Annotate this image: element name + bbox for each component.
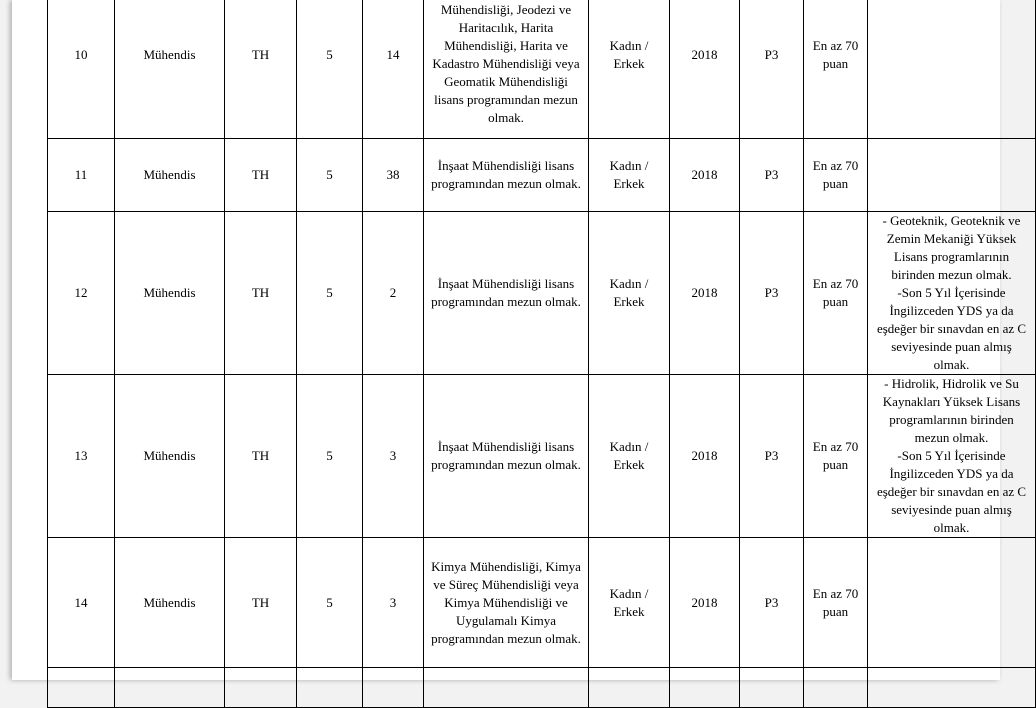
- class-cell: TH: [225, 375, 297, 538]
- row-number-cell: 12: [48, 212, 115, 375]
- row-number-cell: [48, 668, 115, 708]
- title-cell: Mühendis: [115, 538, 225, 668]
- positions-table: [47, 0, 1036, 708]
- gender-cell: Kadın / Erkek: [589, 0, 670, 139]
- count-cell: 2: [363, 212, 424, 375]
- gender-cell: Kadın / Erkek: [589, 139, 670, 212]
- year-cell: 2018: [670, 0, 740, 139]
- table-row: [48, 538, 1036, 668]
- year-cell: 2018: [670, 139, 740, 212]
- title-cell: Mühendis: [115, 0, 225, 139]
- score-type-cell: P3: [740, 139, 804, 212]
- requirement-cell: Mühendisliği, Jeodezi ve Haritacılık, Harita Mühendisliği, Harita ve Kadastro Mühendisliği veya Geomatik Mühendisliği lisans programından mezun olmak.: [424, 0, 589, 139]
- gender-cell: Kadın / Erkek: [589, 538, 670, 668]
- degree-cell: [297, 668, 363, 708]
- count-cell: [363, 668, 424, 708]
- title-cell: Mühendis: [115, 212, 225, 375]
- table-row: [48, 668, 1036, 708]
- gender-cell: Kadın / Erkek: [589, 375, 670, 538]
- degree-cell: 5: [297, 375, 363, 538]
- gender-cell: [589, 668, 670, 708]
- extra-requirement-cell: - Hidrolik, Hidrolik ve Su Kaynakları Yüksek Lisans programlarının birinden mezun olmak. -Son 5 Yıl İçerisinde İngilizceden YDS ya da eşdeğer bir sınavdan en az C seviyesinde puan almış olmak.: [868, 375, 1036, 538]
- table-row: [48, 139, 1036, 212]
- score-type-cell: P3: [740, 538, 804, 668]
- score-type-cell: P3: [740, 212, 804, 375]
- year-cell: 2018: [670, 538, 740, 668]
- title-cell: Mühendis: [115, 375, 225, 538]
- min-score-cell: En az 70 puan: [804, 375, 868, 538]
- min-score-cell: [804, 668, 868, 708]
- degree-cell: 5: [297, 0, 363, 139]
- min-score-cell: En az 70 puan: [804, 139, 868, 212]
- score-type-cell: P3: [740, 0, 804, 139]
- year-cell: 2018: [670, 375, 740, 538]
- document-page: [12, 0, 1027, 680]
- count-cell: 38: [363, 139, 424, 212]
- count-cell: 3: [363, 538, 424, 668]
- score-type-cell: P3: [740, 375, 804, 538]
- class-cell: TH: [225, 538, 297, 668]
- row-number-cell: 11: [48, 139, 115, 212]
- count-cell: 3: [363, 375, 424, 538]
- row-number-cell: 14: [48, 538, 115, 668]
- extra-requirement-cell: [868, 538, 1036, 668]
- degree-cell: 5: [297, 139, 363, 212]
- min-score-cell: En az 70 puan: [804, 0, 868, 139]
- class-cell: TH: [225, 139, 297, 212]
- title-cell: [115, 668, 225, 708]
- class-cell: TH: [225, 212, 297, 375]
- requirement-cell: İnşaat Mühendisliği lisans programından mezun olmak.: [424, 375, 589, 538]
- year-cell: 2018: [670, 212, 740, 375]
- min-score-cell: En az 70 puan: [804, 212, 868, 375]
- class-cell: TH: [225, 0, 297, 139]
- extra-requirement-cell: [868, 139, 1036, 212]
- requirement-cell: [424, 668, 589, 708]
- table-row: [48, 375, 1036, 538]
- degree-cell: 5: [297, 538, 363, 668]
- row-number-cell: 10: [48, 0, 115, 139]
- min-score-cell: En az 70 puan: [804, 538, 868, 668]
- degree-cell: 5: [297, 212, 363, 375]
- count-cell: 14: [363, 0, 424, 139]
- title-cell: Mühendis: [115, 139, 225, 212]
- score-type-cell: [740, 668, 804, 708]
- row-number-cell: 13: [48, 375, 115, 538]
- table-row: [48, 212, 1036, 375]
- gender-cell: Kadın / Erkek: [589, 212, 670, 375]
- extra-requirement-cell: - Geoteknik, Geoteknik ve Zemin Mekaniği Yüksek Lisans programlarının birinden mezun olmak. -Son 5 Yıl İçerisinde İngilizceden YDS ya da eşdeğer bir sınavdan en az C seviyesinde puan almış olmak.: [868, 212, 1036, 375]
- requirement-cell: İnşaat Mühendisliği lisans programından mezun olmak.: [424, 212, 589, 375]
- extra-requirement-cell: [868, 668, 1036, 708]
- requirement-cell: İnşaat Mühendisliği lisans programından mezun olmak.: [424, 139, 589, 212]
- year-cell: [670, 668, 740, 708]
- extra-requirement-cell: [868, 0, 1036, 139]
- table-row: [48, 0, 1036, 139]
- class-cell: [225, 668, 297, 708]
- requirement-cell: Kimya Mühendisliği, Kimya ve Süreç Mühendisliği veya Kimya Mühendisliği ve Uygulamalı Kimya programından mezun olmak.: [424, 538, 589, 668]
